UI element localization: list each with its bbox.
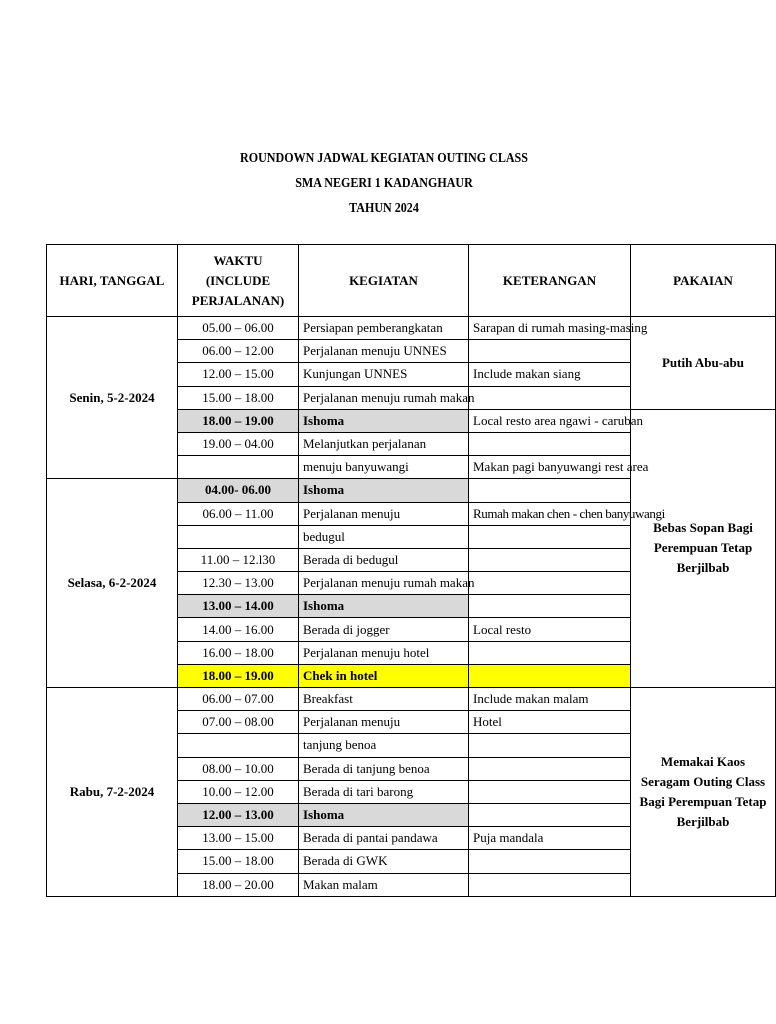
note-cell: Rumah makan chen - chen banyuwangi: [469, 502, 631, 525]
activity-cell: Perjalanan menuju: [299, 711, 469, 734]
time-cell: 04.00- 06.00: [178, 479, 299, 502]
note-cell: [469, 780, 631, 803]
activity-cell: Perjalanan menuju rumah makan: [299, 386, 469, 409]
col-header-activity: KEGIATAN: [299, 245, 469, 317]
activity-cell: tanjung benoa: [299, 734, 469, 757]
activity-cell: Perjalanan menuju rumah makan: [299, 572, 469, 595]
title-line-2: SMA NEGERI 1 KADANGHAUR: [295, 176, 473, 191]
time-cell: 13.00 – 15.00: [178, 827, 299, 850]
note-cell: Local resto: [469, 618, 631, 641]
time-cell: [178, 734, 299, 757]
time-cell: 05.00 – 06.00: [178, 317, 299, 340]
time-cell: 06.00 – 07.00: [178, 688, 299, 711]
note-cell: [469, 572, 631, 595]
time-cell: 19.00 – 04.00: [178, 432, 299, 455]
col-header-dress: PAKAIAN: [631, 245, 776, 317]
note-cell: Include makan siang: [469, 363, 631, 386]
note-cell: [469, 432, 631, 455]
dress-cell-wednesday: Memakai Kaos Seragam Outing Class Bagi Perempuan Tetap Berjilbab: [631, 688, 776, 897]
activity-cell: Berada di bedugul: [299, 548, 469, 571]
activity-cell: Ishoma: [299, 595, 469, 618]
table-header-row: [47, 245, 776, 317]
time-cell: 12.00 – 15.00: [178, 363, 299, 386]
note-cell: [469, 479, 631, 502]
note-cell: Puja mandala: [469, 827, 631, 850]
time-cell: 10.00 – 12.00: [178, 780, 299, 803]
note-cell: [469, 757, 631, 780]
note-cell: [469, 386, 631, 409]
time-cell: 15.00 – 18.00: [178, 386, 299, 409]
time-cell: 16.00 – 18.00: [178, 641, 299, 664]
activity-cell: Berada di pantai pandawa: [299, 827, 469, 850]
activity-cell: Perjalanan menuju: [299, 502, 469, 525]
time-cell: 06.00 – 11.00: [178, 502, 299, 525]
note-cell: [469, 803, 631, 826]
note-cell: [469, 850, 631, 873]
note-cell: Sarapan di rumah masing-masing: [469, 317, 631, 340]
activity-cell: Persiapan pemberangkatan: [299, 317, 469, 340]
note-cell: [469, 525, 631, 548]
activity-cell: Ishoma: [299, 409, 469, 432]
col-header-day: HARI, TANGGAL: [47, 245, 178, 317]
activity-cell: Ishoma: [299, 479, 469, 502]
activity-cell: Breakfast: [299, 688, 469, 711]
day-cell-monday: Senin, 5-2-2024: [47, 317, 178, 479]
activity-cell: Berada di jogger: [299, 618, 469, 641]
activity-cell: Chek in hotel: [299, 664, 469, 687]
activity-cell: Perjalanan menuju UNNES: [299, 340, 469, 363]
activity-cell: Kunjungan UNNES: [299, 363, 469, 386]
activity-cell: Makan malam: [299, 873, 469, 896]
time-cell: 18.00 – 20.00: [178, 873, 299, 896]
time-cell: 06.00 – 12.00: [178, 340, 299, 363]
note-cell: [469, 873, 631, 896]
note-cell: Hotel: [469, 711, 631, 734]
day-cell-wednesday: Rabu, 7-2-2024: [47, 688, 178, 897]
time-cell: 12.00 – 13.00: [178, 803, 299, 826]
time-cell: 08.00 – 10.00: [178, 757, 299, 780]
activity-cell: Melanjutkan perjalanan: [299, 432, 469, 455]
schedule-table: [46, 244, 776, 897]
note-cell: [469, 340, 631, 363]
note-cell: Include makan malam: [469, 688, 631, 711]
note-cell: [469, 734, 631, 757]
time-cell: [178, 525, 299, 548]
activity-cell: Berada di tanjung benoa: [299, 757, 469, 780]
time-cell: 15.00 – 18.00: [178, 850, 299, 873]
note-cell: [469, 548, 631, 571]
note-cell: [469, 641, 631, 664]
activity-cell: Berada di GWK: [299, 850, 469, 873]
time-cell: 13.00 – 14.00: [178, 595, 299, 618]
time-cell: [178, 456, 299, 479]
note-cell: Makan pagi banyuwangi rest area: [469, 456, 631, 479]
activity-cell: Ishoma: [299, 803, 469, 826]
time-cell: 12.30 – 13.00: [178, 572, 299, 595]
activity-cell: Berada di tari barong: [299, 780, 469, 803]
document-title: [54, 146, 714, 221]
activity-cell: Perjalanan menuju hotel: [299, 641, 469, 664]
dress-cell-tuesday: Bebas Sopan Bagi Perempuan Tetap Berjilbab: [631, 409, 776, 687]
time-cell: 14.00 – 16.00: [178, 618, 299, 641]
activity-cell: bedugul: [299, 525, 469, 548]
time-cell: 18.00 – 19.00: [178, 409, 299, 432]
col-header-time: WAKTU (INCLUDE PERJALANAN): [178, 245, 299, 317]
title-line-1: ROUNDOWN JADWAL KEGIATAN OUTING CLASS: [240, 151, 528, 166]
note-cell: [469, 595, 631, 618]
dress-cell-monday: Putih Abu-abu: [631, 317, 776, 410]
table-row: [47, 688, 776, 711]
table-row: [47, 317, 776, 340]
time-cell: 18.00 – 19.00: [178, 664, 299, 687]
time-cell: 07.00 – 08.00: [178, 711, 299, 734]
time-cell: 11.00 – 12.l30: [178, 548, 299, 571]
title-line-3: TAHUN 2024: [349, 201, 419, 216]
note-cell: Local resto area ngawi - caruban: [469, 409, 631, 432]
day-cell-tuesday: Selasa, 6-2-2024: [47, 479, 178, 688]
col-header-note: KETERANGAN: [469, 245, 631, 317]
activity-cell: menuju banyuwangi: [299, 456, 469, 479]
note-cell: [469, 664, 631, 687]
